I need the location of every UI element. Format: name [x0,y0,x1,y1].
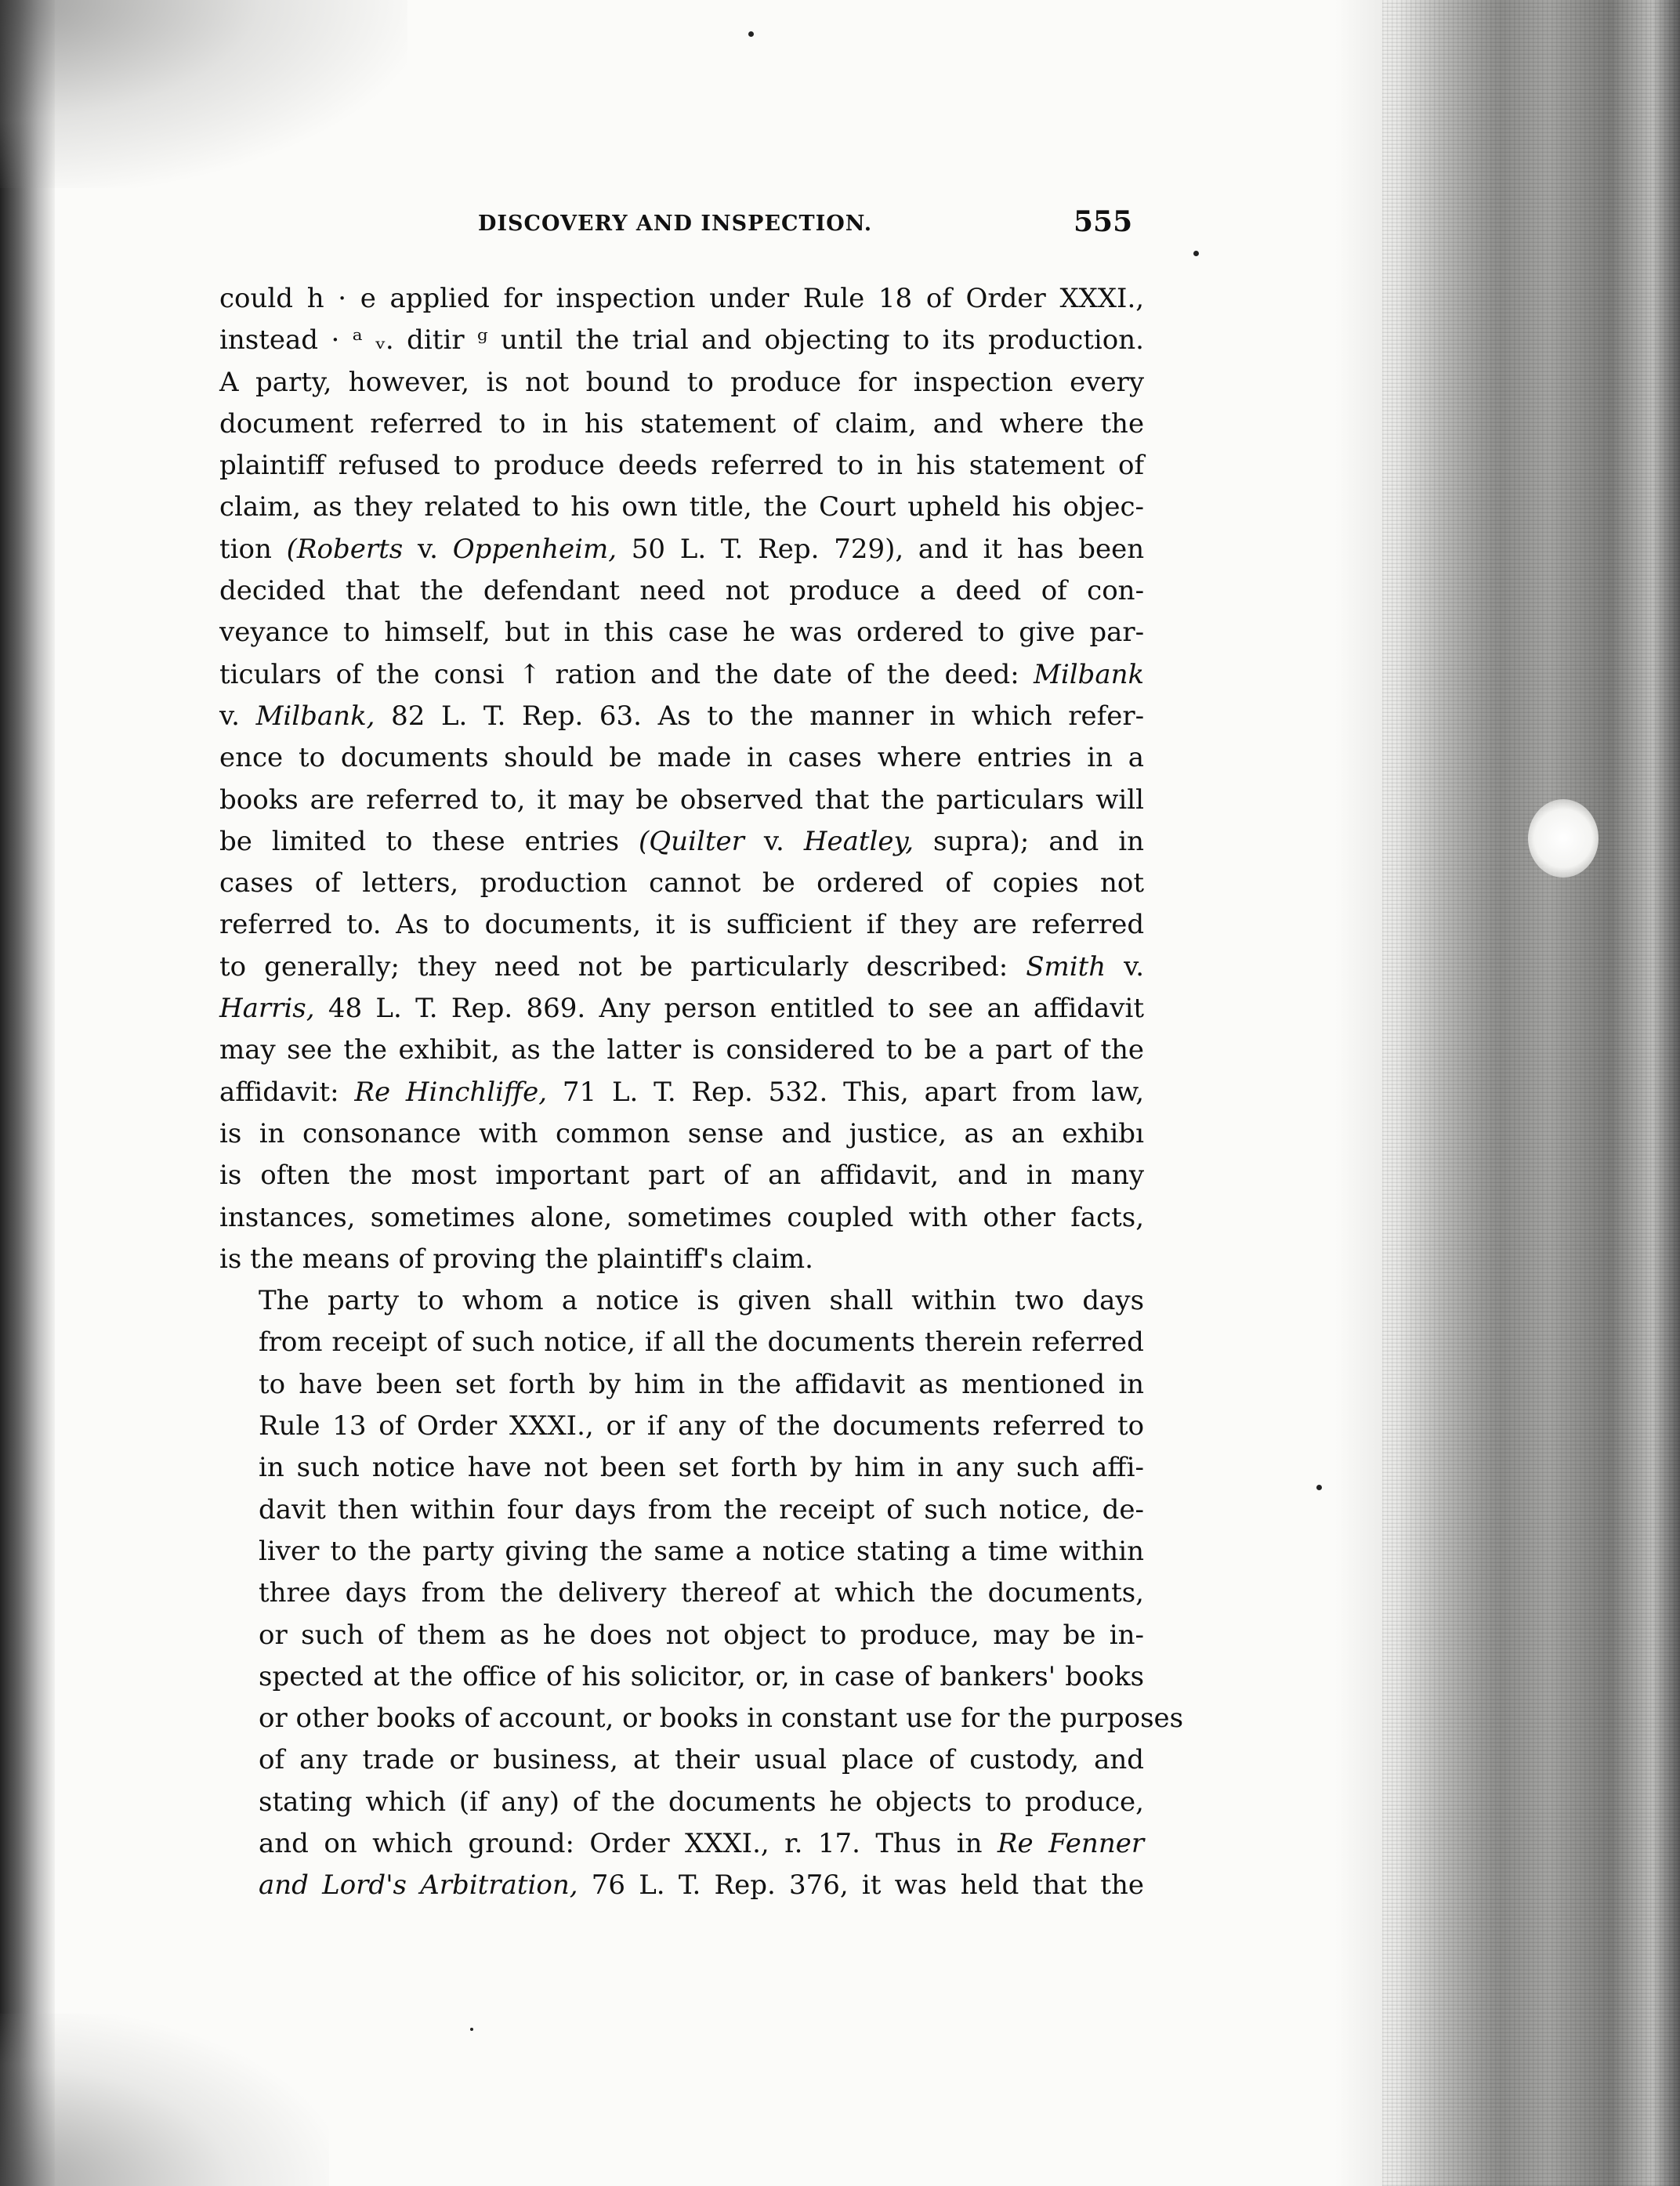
text-line: or such of them as he does not object to produce, may be in- [259,1619,1145,1651]
text-line: from receipt of such notice, if all the documents therein referred [259,1326,1144,1359]
speck-mark [470,2028,473,2031]
text-line: v. Milbank, 82 L. T. Rep. 63. As to the manner in which refer- [219,700,1145,732]
scan-edge-left [0,0,55,2186]
text-line: Rule 13 of Order XXXI., or if any of the documents referred to [259,1410,1145,1442]
text-line: could h · e applied for inspection under Rule 18 of Order XXXI., [219,283,1145,314]
text-line: instead · ᵃ ᵥ. ditir ᵍ until the trial and objecting to its production. [219,324,1144,356]
text-line: decided that the defendant need not produce a deed of con- [219,575,1145,607]
text-line: veyance to himself, but in this case he was ordered to give par- [219,617,1145,649]
text-line: three days from the delivery thereof at which the documents, [259,1577,1144,1609]
text-line: and Lord's Arbitration, 76 L. T. Rep. 376, it was held that the [259,1869,1144,1902]
text-line: tion (Roberts v. Oppenheim, 50 L. T. Rep. 729), and it has been [219,533,1145,565]
text-line: A party, however, is not bound to produce for inspection every [219,366,1145,398]
text-line: in such notice have not been set forth by him in any such affi- [259,1452,1144,1484]
text-line: instances, sometimes alone, sometimes coupled with other facts, [219,1201,1145,1233]
speck-mark [748,31,754,37]
running-head-title: DISCOVERY AND INSPECTION. [478,212,873,236]
text-line: to have been set forth by him in the affidavit as mentioned in [259,1368,1145,1400]
paragraph [219,1280,1184,1906]
text-line: spected at the office of his solicitor, or, in case of bankers' books [259,1660,1145,1692]
scan-shadow-top-left [0,0,407,188]
text-line: affidavit: Re Hinchliffe, 71 L. T. Rep. 532. This, apart from law, [219,1076,1145,1108]
paragraph [219,278,1144,1280]
gutter-light-spot [1528,799,1599,878]
text-line: davit then within four days from the receipt of such notice, de- [259,1493,1144,1525]
text-line: ence to documents should be made in cases where entries in a [219,742,1145,774]
scan-shadow-bottom-left [0,2014,329,2186]
text-line: is the means of proving the plaintiff's claim. [219,1243,813,1275]
text-line: of any trade or business, at their usual place of custody, and [259,1744,1144,1776]
text-line: ticulars of the consi ↑ ration and the date of the deed: Milbank [219,658,1145,690]
text-line: document referred to in his statement of claim, and where the [219,407,1145,440]
text-line: stating which (if any) of the documents he objects to produce, [259,1786,1144,1818]
gutter-texture [1382,0,1680,2186]
speck-mark [1316,1485,1322,1490]
text-line: Harris, 48 L. T. Rep. 869. Any person entitled to see an affidavit [219,993,1145,1025]
text-line: be limited to these entries (Quilter v. Heatley, supra); and in [219,825,1145,857]
text-line: cases of letters, production cannot be ordered of copies not [219,867,1144,899]
text-line: books are referred to, it may be observed that the particulars will [219,784,1144,816]
text-line: and on which ground: Order XXXI., r. 17. Thus in Re Fenner [259,1827,1145,1859]
text-line: may see the exhibit, as the latter is considered to be a part of the [219,1034,1145,1066]
text-line: to generally; they need not be particularly described: Smith v. [219,950,1145,983]
text-line: plaintiff refused to produce deeds referred to in his statement of [219,450,1145,482]
running-head [219,205,1160,251]
text-line: The party to whom a notice is given shall within two days [259,1285,1145,1317]
text-line: or other books of account, or books in constant use for the purposes [259,1703,1184,1735]
page-number: 555 [1074,205,1133,238]
text-line: referred to. As to documents, it is sufficient if they are referred [219,909,1145,941]
text-line: claim, as they related to his own title, the Court upheld his objec- [219,491,1144,523]
text-line: is in consonance with common sense and justice, as an exhibı [219,1117,1144,1149]
text-line: liver to the party giving the same a notice stating a time within [259,1535,1144,1567]
speck-mark [1193,251,1199,256]
body-text [219,278,1184,1907]
text-line: is often the most important part of an affidavit, and in many [219,1160,1145,1192]
